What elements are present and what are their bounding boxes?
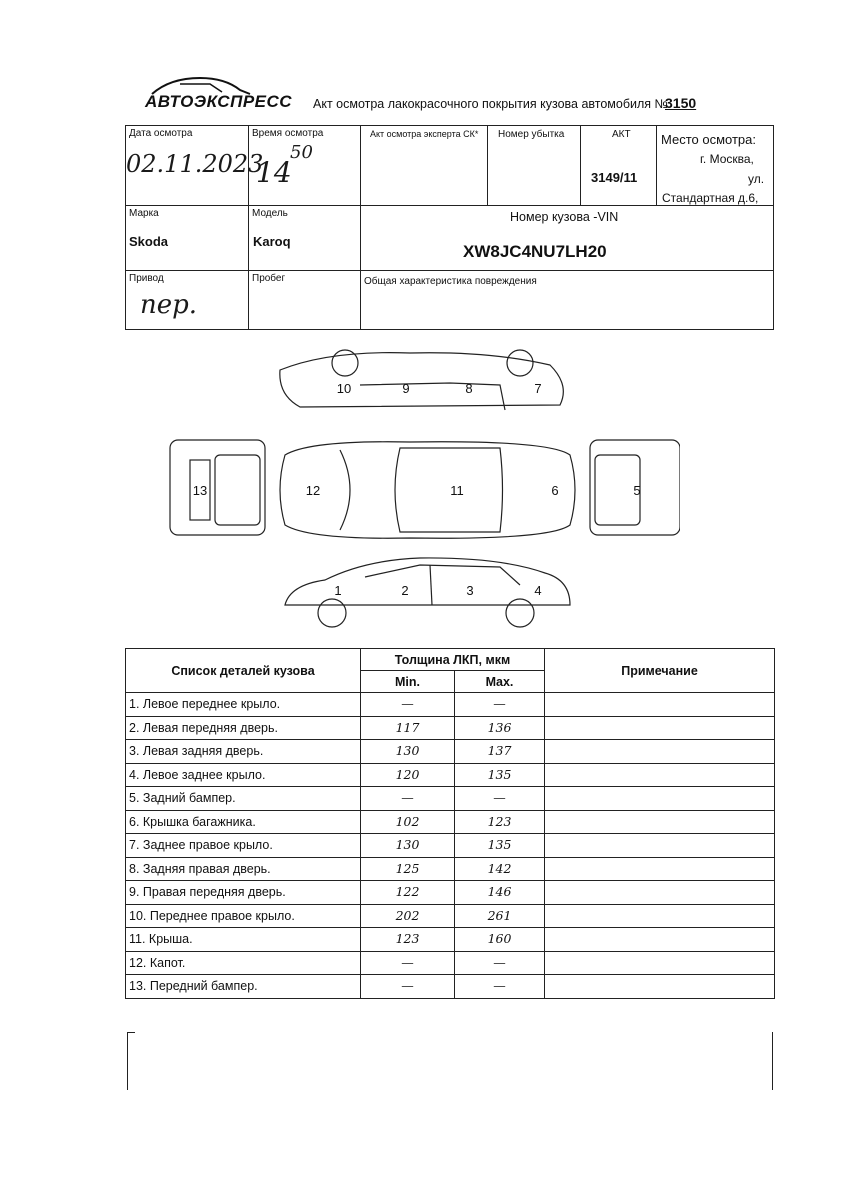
min-value: 120 xyxy=(361,763,455,787)
document-number: 3150 xyxy=(665,95,697,111)
time-hours: 14 xyxy=(256,156,292,189)
max-value: 136 xyxy=(455,716,545,740)
min-value: 125 xyxy=(361,857,455,881)
date-value: 02.11.2023 xyxy=(126,150,264,178)
note-cell xyxy=(545,951,775,975)
place-line1: г. Москва, xyxy=(700,152,754,166)
part-name: 4. Левое заднее крыло. xyxy=(126,763,361,787)
zone-label-12: 12 xyxy=(305,483,321,498)
table-row xyxy=(126,951,775,975)
part-name: 12. Капот. xyxy=(126,951,361,975)
note-cell xyxy=(545,763,775,787)
table-row xyxy=(126,857,775,881)
max-value: 123 xyxy=(455,810,545,834)
zone-label-8: 8 xyxy=(465,381,473,396)
part-name: 6. Крышка багажника. xyxy=(126,810,361,834)
note-cell xyxy=(545,928,775,952)
loss-label: Номер убытка xyxy=(498,129,565,140)
zone-label-11: 11 xyxy=(450,483,464,498)
max-value: — xyxy=(455,693,545,717)
max-value: — xyxy=(455,787,545,811)
drive-label: Привод xyxy=(129,273,164,284)
table-row xyxy=(126,975,775,999)
date-label: Дата осмотра xyxy=(129,128,193,139)
car-wheel-icon xyxy=(506,599,534,627)
min-value: — xyxy=(361,787,455,811)
col-header-note: Примечание xyxy=(545,649,775,693)
min-value: — xyxy=(361,693,455,717)
min-value: — xyxy=(361,951,455,975)
zone-label-2: 2 xyxy=(401,583,409,598)
part-name: 9. Правая передняя дверь. xyxy=(126,881,361,905)
max-value: 135 xyxy=(455,763,545,787)
damage-label: Общая характеристика повреждения xyxy=(364,276,537,287)
max-value: — xyxy=(455,951,545,975)
max-value: 146 xyxy=(455,881,545,905)
table-row xyxy=(126,904,775,928)
part-name: 3. Левая задняя дверь. xyxy=(126,740,361,764)
part-name: 10. Переднее правое крыло. xyxy=(126,904,361,928)
zone-label-6: 6 xyxy=(551,483,559,498)
min-value: 130 xyxy=(361,740,455,764)
min-value: — xyxy=(361,975,455,999)
table-row xyxy=(126,693,775,717)
min-value: 202 xyxy=(361,904,455,928)
zone-label-13: 13 xyxy=(192,483,208,498)
vin-label: Номер кузова -VIN xyxy=(510,210,619,224)
max-value: 135 xyxy=(455,834,545,858)
car-body-diagram xyxy=(160,345,680,645)
model-value: Karoq xyxy=(253,234,291,249)
document-title: Акт осмотра лакокрасочного покрытия кузова автомобиля № xyxy=(313,97,668,111)
car-top-outline xyxy=(280,442,575,538)
note-cell xyxy=(545,716,775,740)
car-wheel-icon xyxy=(318,599,346,627)
table-row xyxy=(126,740,775,764)
place-line3: Стандартная д.6, xyxy=(662,191,759,205)
drive-value: пер. xyxy=(140,290,198,320)
note-cell xyxy=(545,834,775,858)
make-value: Skoda xyxy=(129,234,169,249)
col-header-thickness: Толщина ЛКП, мкм xyxy=(361,649,545,671)
act-label: АКТ xyxy=(612,129,631,140)
zone-label-7: 7 xyxy=(534,381,542,396)
zone-label-4: 4 xyxy=(534,583,542,598)
table-row xyxy=(126,763,775,787)
part-name: 7. Заднее правое крыло. xyxy=(126,834,361,858)
zone-label-3: 3 xyxy=(466,583,474,598)
min-value: 130 xyxy=(361,834,455,858)
car-right-side-outline xyxy=(280,353,564,407)
part-name: 8. Задняя правая дверь. xyxy=(126,857,361,881)
max-value: — xyxy=(455,975,545,999)
car-wheel-icon xyxy=(507,350,533,376)
max-value: 142 xyxy=(455,857,545,881)
vin-value: XW8JC4NU7LH20 xyxy=(463,242,607,261)
table-row xyxy=(126,881,775,905)
note-cell xyxy=(545,881,775,905)
time-minutes: 50 xyxy=(290,142,313,163)
part-name: 2. Левая передняя дверь. xyxy=(126,716,361,740)
note-cell xyxy=(545,904,775,928)
table-row xyxy=(126,810,775,834)
note-cell xyxy=(545,787,775,811)
part-name: 5. Задний бампер. xyxy=(126,787,361,811)
place-label: Место осмотра: xyxy=(661,132,756,147)
place-line2: ул. xyxy=(748,172,765,186)
make-label: Марка xyxy=(129,208,159,219)
note-cell xyxy=(545,810,775,834)
min-value: 102 xyxy=(361,810,455,834)
mileage-label: Пробег xyxy=(252,273,286,284)
car-front-outline xyxy=(170,440,265,535)
max-value: 137 xyxy=(455,740,545,764)
note-cell xyxy=(545,857,775,881)
zone-label-10: 10 xyxy=(336,381,352,396)
zone-label-5: 5 xyxy=(633,483,641,498)
note-cell xyxy=(545,693,775,717)
col-header-min: Min. xyxy=(361,671,455,693)
col-header-parts: Список деталей кузова xyxy=(126,649,361,693)
part-name: 1. Левое переднее крыло. xyxy=(126,693,361,717)
expert-label: Акт осмотра эксперта СК* xyxy=(370,129,479,139)
max-value: 261 xyxy=(455,904,545,928)
act-value: 3149/11 xyxy=(591,170,638,185)
note-cell xyxy=(545,740,775,764)
min-value: 117 xyxy=(361,716,455,740)
min-value: 122 xyxy=(361,881,455,905)
brand-logo-text: АВТОЭКСПРЕСС xyxy=(145,92,293,111)
time-label: Время осмотра xyxy=(252,128,324,139)
part-name: 13. Передний бампер. xyxy=(126,975,361,999)
col-header-max: Max. xyxy=(455,671,545,693)
table-row xyxy=(126,928,775,952)
max-value: 160 xyxy=(455,928,545,952)
paint-thickness-table xyxy=(125,648,775,999)
zone-label-9: 9 xyxy=(402,381,410,396)
zone-label-1: 1 xyxy=(334,583,342,598)
part-name: 11. Крыша. xyxy=(126,928,361,952)
table-row xyxy=(126,787,775,811)
model-label: Модель xyxy=(252,208,288,219)
car-wheel-icon xyxy=(332,350,358,376)
table-row xyxy=(126,834,775,858)
note-cell xyxy=(545,975,775,999)
table-row xyxy=(126,716,775,740)
min-value: 123 xyxy=(361,928,455,952)
